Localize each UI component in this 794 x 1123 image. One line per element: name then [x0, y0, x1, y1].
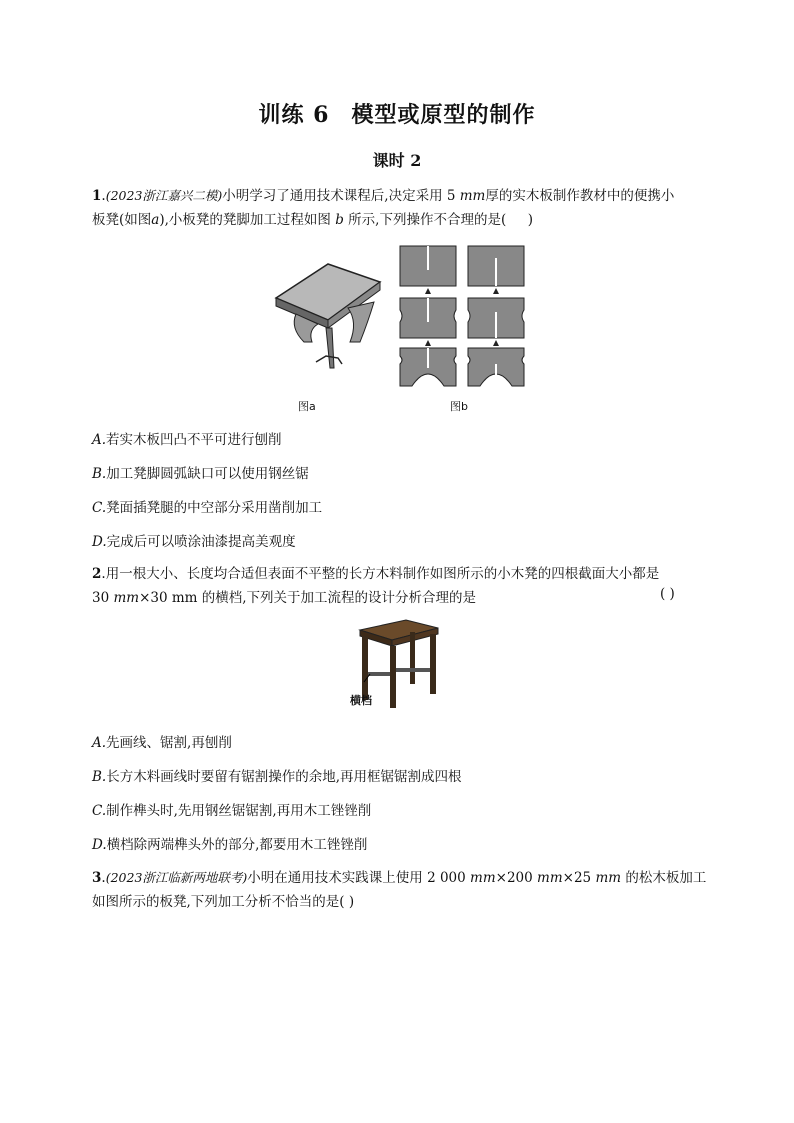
q1-option-b: B.加工凳脚圆弧缺口可以使用钢丝锯 [92, 466, 309, 482]
q2-answer-paren: ( ) [660, 586, 675, 602]
question-number: 2 [92, 566, 102, 582]
figure-a-caption: 图a [298, 400, 316, 413]
question-number: 3 [92, 870, 102, 886]
q1-option-d: D.完成后可以喷涂油漆提高美观度 [92, 534, 296, 550]
q2-option-b: B.长方木料画线时要留有锯割操作的余地,再用框锯锯割成四根 [92, 769, 462, 785]
question-source: (2023浙江临新两地联考) [105, 870, 248, 885]
q2-option-a: A.先画线、锯割,再刨削 [92, 735, 232, 751]
title-prefix: 训练 6 [258, 102, 330, 128]
page-title [0, 98, 794, 129]
question-2: 2.用一根大小、长度均合适但表面不平整的长方木料制作如图所示的小木凳的四根截面大小都是 30 mm×30 mm 的横档,下列关于加工流程的设计分析合理的是 [92, 566, 660, 606]
figure-b-process [398, 244, 530, 390]
question-source: (2023浙江嘉兴二模) [105, 188, 223, 203]
lesson-subtitle: 课时 2 [372, 151, 422, 170]
question-3: 3.(2023浙江临新两地联考)小明在通用技术实践课上使用 2 000 mm×200 mm×25 mm 的松木板加工 如图所示的板凳,下列加工分析不恰当的是( ) [92, 870, 707, 910]
figure-b-caption: 图b [450, 400, 468, 413]
q2-option-c: C.制作榫头时,先用钢丝锯锯割,再用木工锉锉削 [92, 803, 372, 819]
question-number: 1 [92, 188, 102, 204]
question-1: 1.(2023浙江嘉兴二模)小明学习了通用技术课程后,决定采用 5 mm厚的实木板制作教材中的便携小 板凳(如图a),小板凳的凳脚加工过程如图 b 所示,下列操作不合理的是( ) [92, 188, 675, 228]
figure-a-stool [268, 258, 388, 378]
title-main: 模型或原型的制作 [351, 102, 536, 128]
q2-option-d: D.横档除两端榫头外的部分,都要用木工锉锉削 [92, 837, 368, 853]
q1-option-c: C.凳面插凳腿的中空部分采用凿削加工 [92, 500, 323, 516]
q1-option-a: A.若实木板凹凸不平可进行刨削 [92, 432, 282, 448]
figure-label-crossbar: 横档 [350, 694, 372, 707]
